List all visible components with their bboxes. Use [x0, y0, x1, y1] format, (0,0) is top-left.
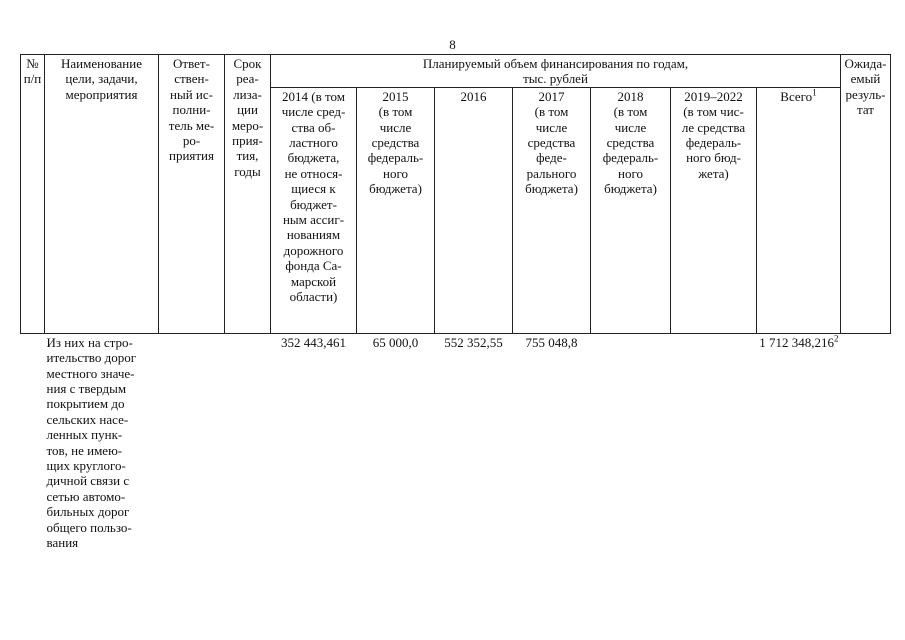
- page-number: 8: [449, 37, 456, 52]
- table-row: [21, 333, 891, 550]
- col-responsible-header: Ответ- ствен- ный ис- полни- тель ме- ро- приятия: [159, 55, 225, 334]
- row-2015-value: 65 000,0: [357, 333, 435, 550]
- total-header-label: Всего: [780, 88, 813, 104]
- row-num-cell: [21, 333, 45, 550]
- year-2017-header: 2017 (в том числе средства феде- рального бюджета): [513, 87, 591, 333]
- row-2019-2022-value: [671, 333, 757, 550]
- financing-table: [20, 54, 891, 551]
- row-2017-value: 755 048,8: [513, 333, 591, 550]
- row-total-footnote: 2: [834, 333, 839, 344]
- year-2019-2022-header: 2019–2022 (в том чис- ле средства федераль- ного бюд- жета): [671, 87, 757, 333]
- year-2015-header: 2015 (в том числе средства федераль- ного бюджета): [357, 87, 435, 333]
- col-term-header: Срок реа- лиза- ции меро- прия- тия, годы: [225, 55, 271, 334]
- row-expected-result-cell: [841, 333, 891, 550]
- row-name-cell: Из них на стро- ительство дорог местного значе- ния с твердым покрытием до сельских насе- ленных пунк- тов, не имею- щих круглого- дичной связи с сетью автомо- бильных дорог общего пользо- вания: [45, 333, 159, 550]
- total-header-footnote: 1: [812, 87, 817, 98]
- row-total-amount: 1 712 348,216: [759, 334, 834, 350]
- total-header: [757, 87, 841, 333]
- year-2016-header: 2016: [435, 87, 513, 333]
- header-row-top: [21, 55, 891, 88]
- col-name-header: Наименование цели, задачи, мероприятия: [45, 55, 159, 334]
- year-2018-header: 2018 (в том числе средства федераль- ного бюджета): [591, 87, 671, 333]
- row-2018-value: [591, 333, 671, 550]
- row-term-cell: [225, 333, 271, 550]
- row-total-value: [757, 333, 841, 550]
- planned-financing-header: Планируемый объем финансирования по годам, тыс. рублей: [271, 55, 841, 88]
- row-2016-value: 552 352,55: [435, 333, 513, 550]
- row-2014-value: 352 443,461: [271, 333, 357, 550]
- col-num-header: № п/п: [21, 55, 45, 334]
- row-responsible-cell: [159, 333, 225, 550]
- year-2014-header: 2014 (в том числе сред- ства об- ластного бюджета, не относя- щиеся к бюджет- ным ассиг- нованиям дорожного фонда Са- марской области): [271, 87, 357, 333]
- col-expected-result-header: Ожида- емый резуль- тат: [841, 55, 891, 334]
